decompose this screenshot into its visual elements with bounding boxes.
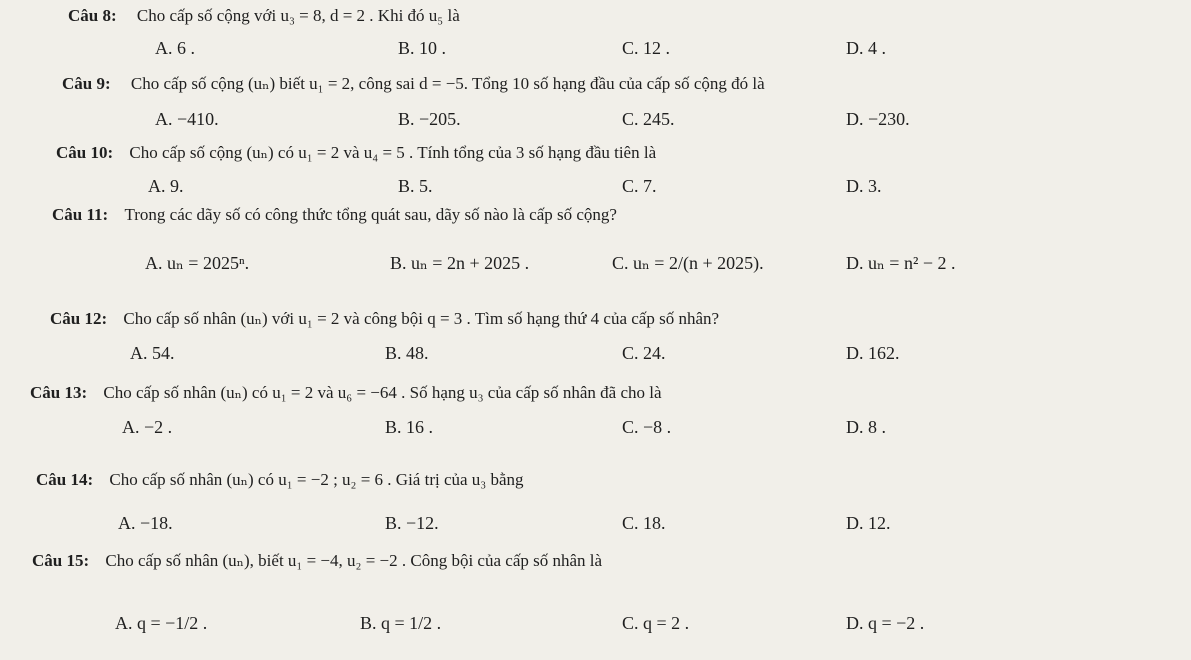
option-a[interactable]: A. −18.: [118, 513, 173, 533]
option-d[interactable]: D. 162.: [846, 343, 900, 363]
question-14-stem: [36, 470, 524, 490]
option-a[interactable]: A. 9.: [148, 176, 184, 196]
question-text: Cho cấp số nhân (uₙ) với u₁ = 2 và công bội q = 3 . Tìm số hạng thứ 4 của cấp số nhân?: [123, 309, 720, 328]
question-label: Câu 10:: [56, 143, 114, 162]
option-a[interactable]: A. uₙ = 2025ⁿ.: [145, 253, 250, 273]
question-text: Cho cấp số nhân (uₙ), biết u₁ = −4, u₂ = −2 . Công bội của cấp số nhân là: [105, 551, 603, 570]
option-b[interactable]: B. −205.: [398, 109, 461, 129]
option-a[interactable]: A. 6 .: [155, 38, 195, 58]
question-12-stem: [50, 309, 719, 329]
question-13-stem: [30, 383, 662, 403]
option-c[interactable]: C. uₙ = 2/(n + 2025).: [612, 253, 764, 273]
option-a[interactable]: A. 54.: [130, 343, 175, 363]
option-c[interactable]: C. −8 .: [622, 417, 672, 437]
option-d[interactable]: D. q = −2 .: [846, 613, 925, 633]
option-b[interactable]: B. 10 .: [398, 38, 447, 58]
option-b[interactable]: B. q = 1/2 .: [360, 613, 442, 633]
question-text: Cho cấp số nhân (uₙ) có u₁ = −2 ; u₂ = 6 . Giá trị của u₃ bằng: [109, 470, 524, 489]
option-b[interactable]: B. 16 .: [385, 417, 434, 437]
question-text: Trong các dãy số có công thức tổng quát sau, dãy số nào là cấp số cộng?: [124, 205, 617, 224]
option-a[interactable]: A. q = −1/2 .: [115, 613, 208, 633]
question-label: Câu 14:: [36, 470, 94, 489]
question-label: Câu 15:: [32, 551, 90, 570]
question-11-stem: [52, 205, 617, 225]
question-text: Cho cấp số nhân (uₙ) có u₁ = 2 và u₆ = −64 . Số hạng u₃ của cấp số nhân đã cho là: [103, 383, 662, 402]
question-15-stem: [32, 551, 602, 571]
option-b[interactable]: B. −12.: [385, 513, 439, 533]
question-9-stem: [62, 74, 765, 94]
question-label: Câu 12:: [50, 309, 108, 328]
option-c[interactable]: C. 7.: [622, 176, 657, 196]
option-c[interactable]: C. q = 2 .: [622, 613, 690, 633]
question-8-stem: [68, 6, 460, 26]
question-label: Câu 11:: [52, 205, 109, 224]
question-text: Cho cấp số cộng (uₙ) có u₁ = 2 và u₄ = 5 . Tính tổng của 3 số hạng đầu tiên là: [129, 143, 657, 162]
option-b[interactable]: B. uₙ = 2n + 2025 .: [390, 253, 530, 273]
question-label: Câu 8:: [68, 6, 117, 25]
option-d[interactable]: D. 12.: [846, 513, 891, 533]
option-d[interactable]: D. 4 .: [846, 38, 886, 58]
question-text: Cho cấp số cộng với u₃ = 8, d = 2 . Khi đó u₅ là: [136, 6, 460, 25]
option-d[interactable]: D. uₙ = n² − 2 .: [846, 253, 956, 273]
question-label: Câu 13:: [30, 383, 88, 402]
option-a[interactable]: A. −410.: [155, 109, 219, 129]
option-c[interactable]: C. 24.: [622, 343, 666, 363]
option-c[interactable]: C. 12 .: [622, 38, 671, 58]
option-c[interactable]: C. 245.: [622, 109, 675, 129]
option-d[interactable]: D. 8 .: [846, 417, 886, 437]
option-a[interactable]: A. −2 .: [122, 417, 173, 437]
option-b[interactable]: B. 48.: [385, 343, 429, 363]
question-label: Câu 9:: [62, 74, 111, 93]
question-text: Cho cấp số cộng (uₙ) biết u₁ = 2, công sai d = −5. Tổng 10 số hạng đầu của cấp số cộng đó là: [130, 74, 765, 93]
option-d[interactable]: D. 3.: [846, 176, 882, 196]
option-b[interactable]: B. 5.: [398, 176, 433, 196]
option-c[interactable]: C. 18.: [622, 513, 666, 533]
option-d[interactable]: D. −230.: [846, 109, 910, 129]
question-10-stem: [56, 143, 656, 163]
